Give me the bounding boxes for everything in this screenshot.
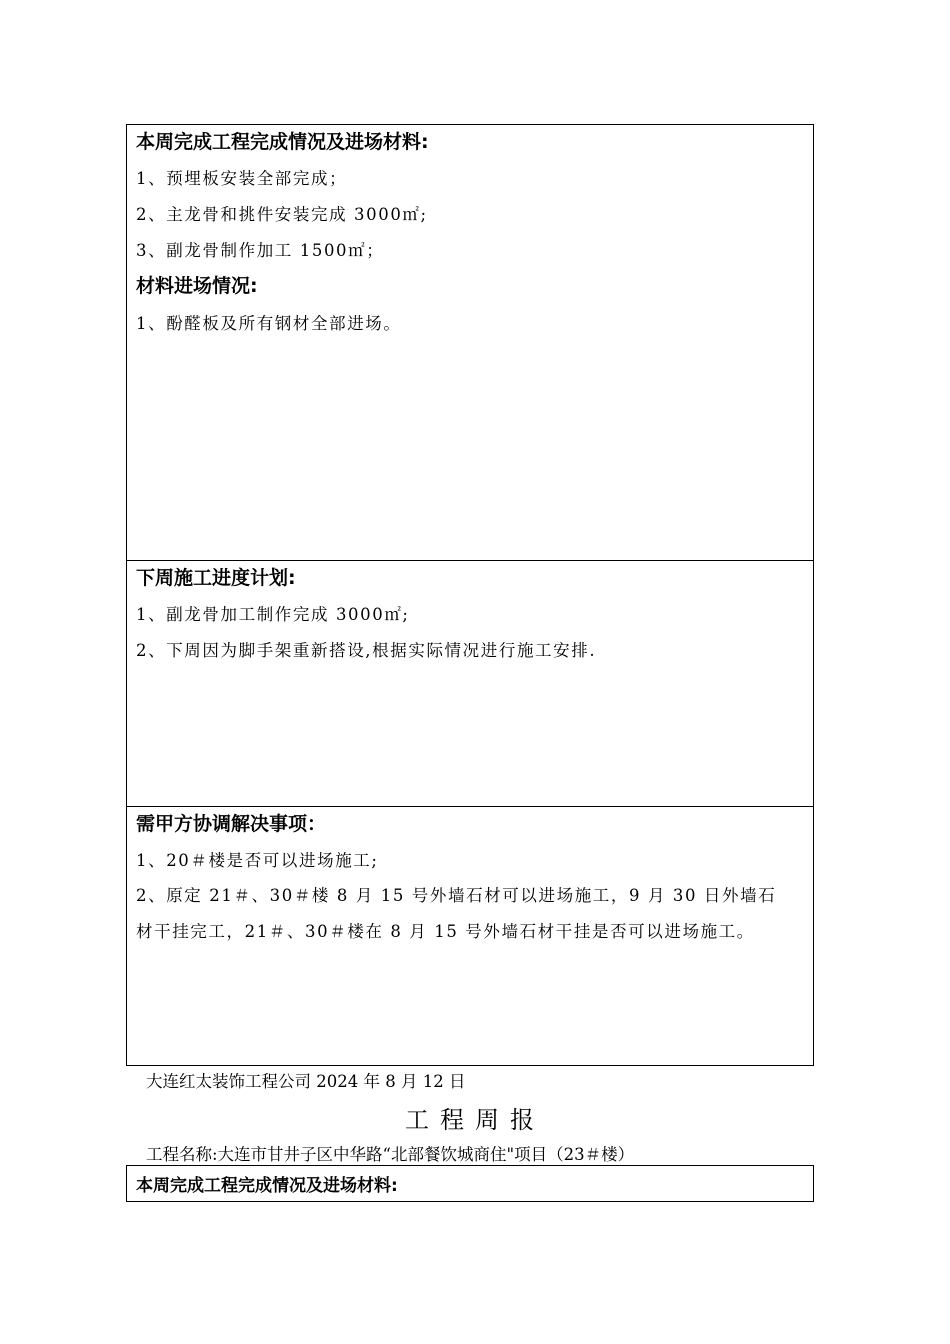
completed-item: 3、副龙骨制作加工 1500㎡；: [136, 241, 385, 260]
weekly-report-table: [126, 124, 814, 1066]
materials-heading: 材料进场情况:: [136, 275, 258, 297]
completed-work-section: [127, 125, 813, 560]
completed-item: 2、主龙骨和挑件安装完成 3000㎡;: [136, 205, 428, 224]
completed-work-heading-2: 本周完成工程完成情况及进场材料:: [136, 1176, 398, 1196]
company-signature-date: 大连红太装饰工程公司 2024 年 8 月 12 日: [146, 1072, 466, 1091]
plan-item: 2、下周因为脚手架重新搭设,根据实际情况进行施工安排.: [136, 641, 597, 660]
coordination-section: [127, 806, 813, 1065]
next-week-plan-heading: 下周施工进度计划:: [136, 567, 296, 589]
plan-item: 1、副龙骨加工制作完成 3000㎡;: [136, 605, 410, 624]
coordination-item: 材干挂完工，21＃、30＃楼在 8 月 15 号外墙石材干挂是否可以进场施工。: [136, 922, 755, 941]
coordination-item: 1、20＃楼是否可以进场施工;: [136, 851, 379, 870]
completed-item: 1、预埋板安装全部完成；: [136, 169, 348, 188]
completed-work-heading: 本周完成工程完成情况及进场材料:: [136, 131, 429, 153]
coordination-item: 2、原定 21＃、30＃楼 8 月 15 号外墙石材可以进场施工，9 月 30 日外墙石: [136, 886, 777, 905]
next-week-plan-section: [127, 560, 813, 806]
report-title: 工程周报: [405, 1106, 545, 1134]
materials-item: 1、酚醛板及所有钢材全部进场。: [136, 314, 402, 333]
coordination-heading: 需甲方协调解决事项：: [136, 813, 327, 835]
weekly-report-table-2: [126, 1165, 814, 1202]
project-name: 工程名称:大连市甘井子区中华路“北部餐饮城商住"项目（23＃楼）: [146, 1145, 635, 1164]
